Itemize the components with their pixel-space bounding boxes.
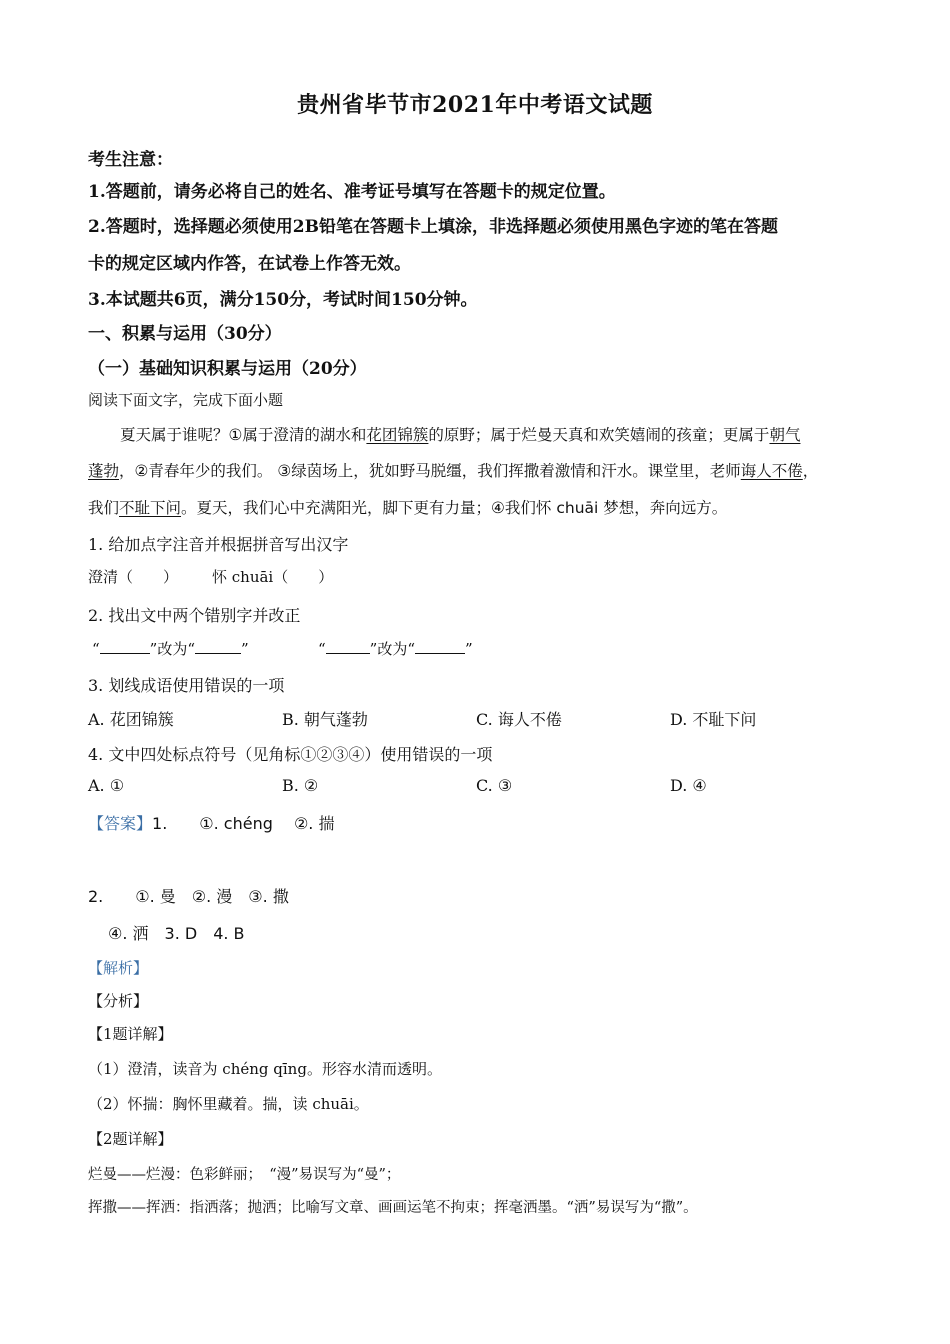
question-2-stem: 2. 找出文中两个错别字并改正: [88, 606, 301, 625]
analysis-heading: 【分析】: [88, 992, 149, 1010]
passage-text: 夏天属于谁呢？①属于澄清的湖水和: [120, 426, 367, 444]
underlined-idiom: 诲人不倦: [740, 462, 803, 480]
notice-item-1: 1.答题前，请务必将自己的姓名、准考证号填写在答题卡的规定位置。: [88, 182, 616, 202]
underlined-idiom: 蓬勃: [88, 462, 120, 480]
question-3-option-d[interactable]: D. 不耻下问: [670, 710, 757, 729]
answer-line-3: ④. 洒 3. D 4. B: [108, 924, 245, 943]
answer-label: 【答案】: [88, 814, 153, 833]
detail-heading-1: 【1题详解】: [88, 1025, 173, 1043]
question-3-option-b[interactable]: B. 朝气蓬勃: [282, 710, 368, 729]
subsection-heading: （一）基础知识积累与运用（20分）: [88, 359, 367, 379]
question-3-option-a[interactable]: A. 花团锦簇: [88, 710, 174, 729]
question-4-option-a[interactable]: A. ①: [88, 776, 125, 795]
passage-line-1: [120, 423, 800, 445]
answer-line-2: 2. ①. 曼 ②. 漫 ③. 撒: [88, 887, 289, 906]
analysis-label: 【解析】: [88, 959, 149, 977]
underlined-idiom: 不耻下问: [119, 499, 182, 517]
underlined-idiom: 朝气: [769, 426, 801, 444]
underlined-idiom: 花团锦簇: [366, 426, 429, 444]
notice-item-3: 3.本试题共6页，满分150分，考试时间150分钟。: [88, 290, 478, 310]
question-4-option-c[interactable]: C. ③: [476, 776, 513, 795]
passage-text: ，: [802, 462, 819, 480]
notice-item-2-line-1: 2.答题时，选择题必须使用2B铅笔在答题卡上填涂，非选择题必须使用黑色字迹的笔在答题: [88, 217, 778, 237]
detail-2-line-1: 烂曼——烂漫：色彩鲜丽； “漫”易误写为“曼”；: [88, 1167, 401, 1183]
question-3-option-c[interactable]: C. 诲人不倦: [476, 710, 562, 729]
answer-blank[interactable]: [415, 639, 465, 654]
passage-text: 。夏天，我们心中充满阳光，脚下更有力量；④我们怀 chuāi 梦想，奔向远方。: [181, 499, 728, 517]
question-4-option-b[interactable]: B. ②: [282, 776, 319, 795]
question-1-item-2: 怀 chuāi（ ）: [212, 568, 334, 586]
change-to-label: ”改为“: [369, 640, 416, 658]
notice-heading: 考生注意：: [88, 150, 173, 170]
question-1-item-1: 澄清（ ）: [88, 568, 179, 586]
reading-instruction: 阅读下面文字，完成下面小题: [88, 391, 284, 409]
quote-mark: ”: [465, 640, 473, 658]
detail-2-line-2: 挥撒——挥洒：指洒落；抛洒；比喻写文章、画画运笔不拘束；挥毫洒墨。“洒”易误写为“撒”。: [88, 1200, 698, 1216]
page-title: 贵州省毕节市2021年中考语文试题: [297, 92, 653, 118]
question-1-stem: 1. 给加点字注音并根据拼音写出汉字: [88, 535, 349, 554]
question-4-option-d[interactable]: D. ④: [670, 776, 707, 795]
notice-item-2-line-2: 卡的规定区域内作答，在试卷上作答无效。: [88, 254, 411, 274]
answer-text: 1. ①. chéng ②. 揣: [152, 814, 335, 833]
question-4-stem: 4. 文中四处标点符号（见角标①②③④）使用错误的一项: [88, 745, 493, 764]
question-2-blanks-2: [318, 638, 473, 659]
answer-blank[interactable]: [100, 639, 150, 654]
answer-blank[interactable]: [195, 639, 241, 654]
answer-blank[interactable]: [326, 639, 370, 654]
passage-line-2: [88, 459, 818, 481]
question-2-blanks-1: [92, 638, 249, 659]
detail-1-line-1: （1）澄清，读音为 chéng qīng。形容水清而透明。: [88, 1060, 442, 1078]
quote-mark: ”: [241, 640, 249, 658]
change-to-label: ”改为“: [149, 640, 196, 658]
quote-mark: “: [318, 640, 326, 658]
answer-line-1: [88, 811, 334, 834]
passage-text: 的原野；属于烂曼天真和欢笑嬉闹的孩童；更属于: [428, 426, 770, 444]
question-3-stem: 3. 划线成语使用错误的一项: [88, 676, 285, 695]
detail-1-line-2: （2）怀揣：胸怀里藏着。揣，读 chuāi。: [88, 1095, 369, 1113]
section-heading: 一、积累与运用（30分）: [88, 324, 282, 344]
passage-text: 我们: [88, 499, 120, 517]
detail-heading-2: 【2题详解】: [88, 1130, 173, 1148]
passage-text: ，②青春年少的我们。 ③绿茵场上，犹如野马脱缰，我们挥撒着激情和汗水。课堂里，老师: [119, 462, 741, 480]
passage-line-3: [88, 496, 727, 518]
quote-mark: “: [92, 640, 100, 658]
